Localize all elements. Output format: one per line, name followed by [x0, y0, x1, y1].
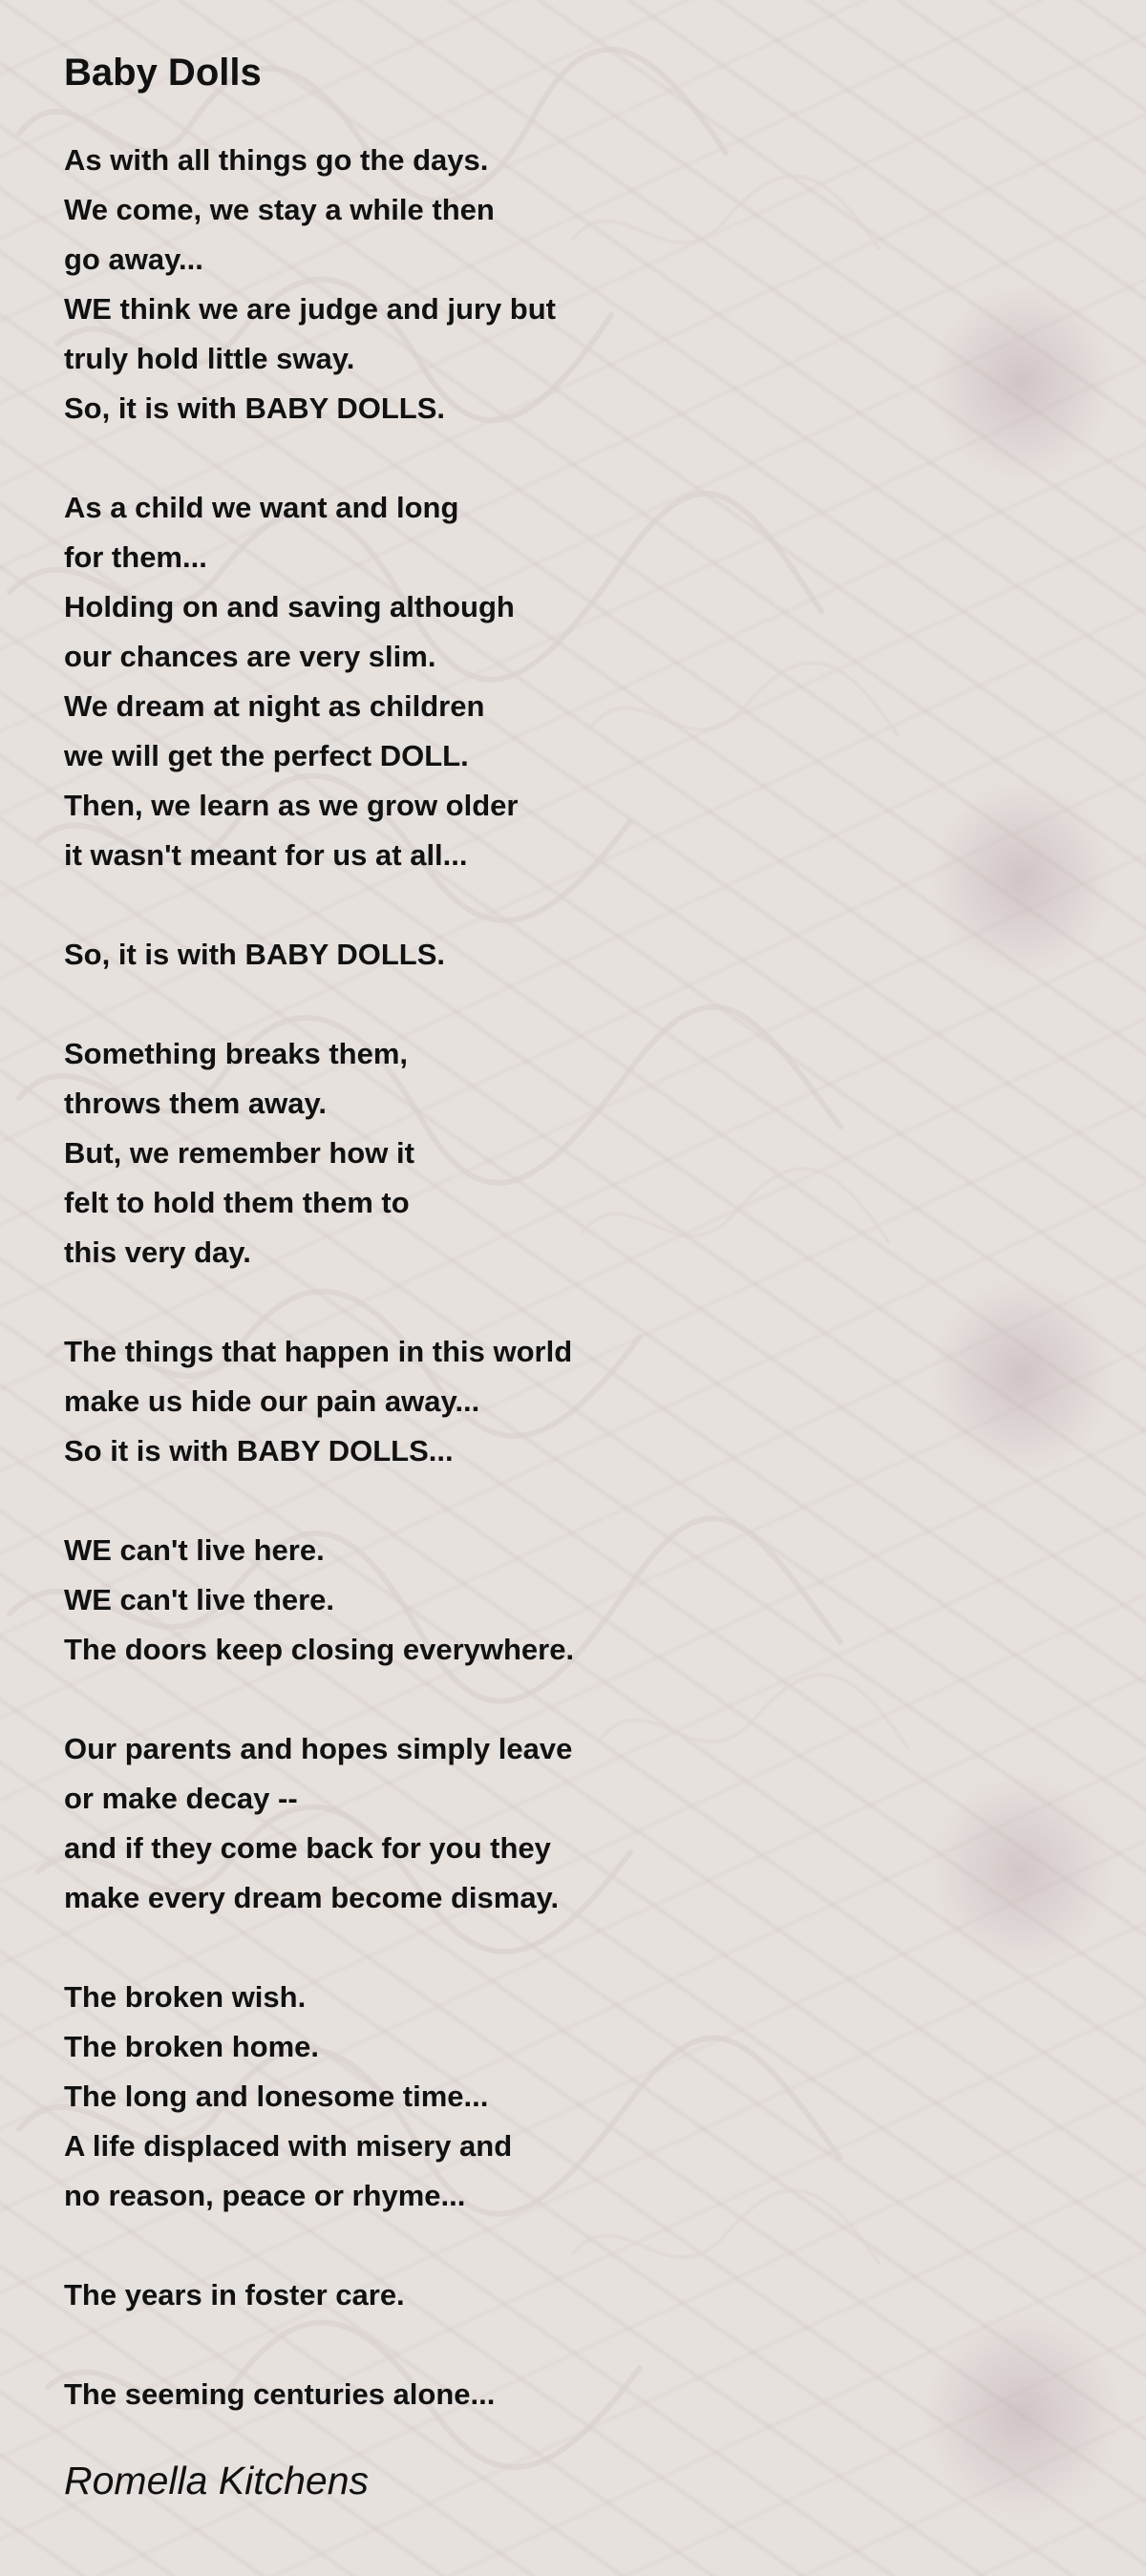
poem-line: for them... [64, 540, 207, 574]
poem-line: We dream at night as children [64, 689, 485, 723]
poem-line: Our parents and hopes simply leave [64, 1732, 573, 1765]
poem-title: Baby Dolls [64, 52, 262, 94]
poem-line: The things that happen in this world [64, 1335, 573, 1368]
poem-line: WE think we are judge and jury but [64, 292, 556, 326]
poem-line: But, we remember how it [64, 1136, 414, 1170]
poem-line: The long and lonesome time... [64, 2080, 489, 2113]
poem-line: our chances are very slim. [64, 640, 436, 673]
poem-line: and if they come back for you they [64, 1831, 551, 1865]
poem-container [64, 46, 1076, 2507]
stanza-break [64, 1277, 1076, 1327]
poem-line: felt to hold them them to [64, 1186, 410, 1219]
poem-line: We come, we stay a while then [64, 193, 495, 226]
poem-line: make every dream become dismay. [64, 1881, 560, 1914]
stanza-break [64, 880, 1076, 930]
poem-line: The years in foster care. [64, 2278, 405, 2312]
poem-line: WE can't live there. [64, 1583, 335, 1616]
poem-line: So it is with BABY DOLLS... [64, 1434, 454, 1467]
stanza-break [64, 1476, 1076, 1526]
poem-line: The broken home. [64, 2030, 319, 2063]
poem-line: no reason, peace or rhyme... [64, 2179, 466, 2212]
poem-line: throws them away. [64, 1087, 328, 1120]
poem-line: The doors keep closing everywhere. [64, 1633, 575, 1666]
poem-line: As with all things go the days. [64, 143, 489, 177]
poem-line: Holding on and saving although [64, 590, 515, 623]
stanza-break [64, 433, 1076, 483]
poem-line: go away... [64, 243, 203, 276]
poem-line: truly hold little sway. [64, 342, 355, 375]
poem-line: it wasn't meant for us at all... [64, 838, 468, 872]
poem-line: or make decay -- [64, 1782, 298, 1815]
poem-line: we will get the perfect DOLL. [64, 739, 469, 772]
poem-line: Then, we learn as we grow older [64, 789, 519, 822]
poem-line: So, it is with BABY DOLLS. [64, 391, 446, 425]
poem-line: As a child we want and long [64, 491, 459, 524]
stanza-break [64, 2221, 1076, 2270]
poem-line: The seeming centuries alone... [64, 2377, 496, 2411]
poem-author: Romella Kitchens [64, 2459, 370, 2502]
stanza-break [64, 980, 1076, 1029]
poem-line: Something breaks them, [64, 1037, 409, 1070]
poem-line: WE can't live here. [64, 1533, 325, 1567]
poem-line: A life displaced with misery and [64, 2129, 513, 2163]
stanza-break [64, 2320, 1076, 2370]
poem-body [64, 136, 1076, 2419]
poem-line: make us hide our pain away... [64, 1384, 480, 1418]
stanza-break [64, 1675, 1076, 1724]
poem-line: this very day. [64, 1235, 251, 1269]
poem-line: The broken wish. [64, 1980, 307, 2014]
stanza-break [64, 1923, 1076, 1973]
poem-line: So, it is with BABY DOLLS. [64, 938, 446, 971]
